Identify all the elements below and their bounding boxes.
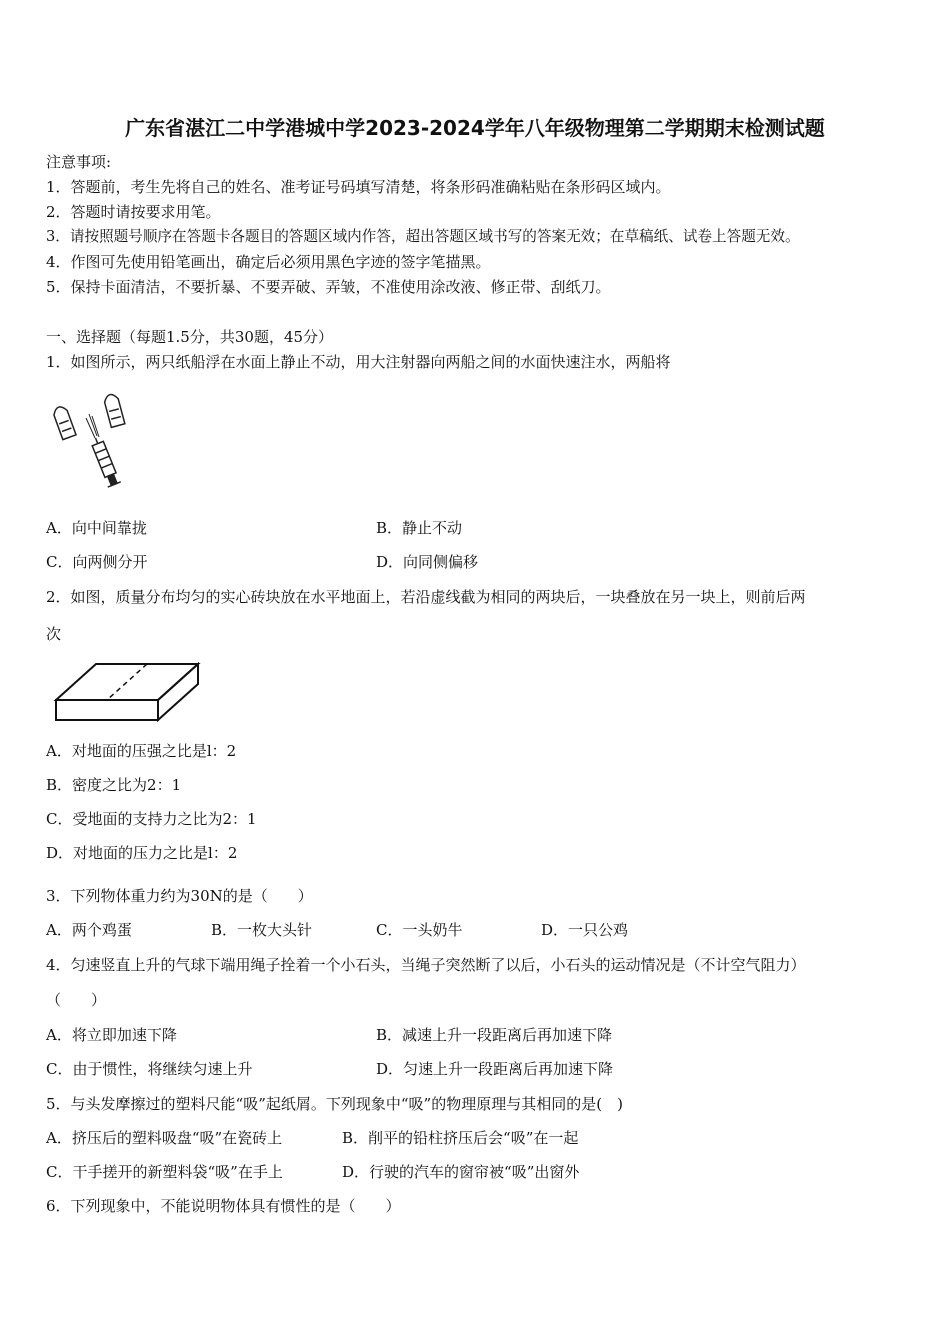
notice-item: 1．答题前，考生先将自己的姓名、准考证号码填写清楚，将条形码准确粘贴在条形码区域内。 xyxy=(46,178,671,196)
question-4-option-a: A．将立即加速下降 xyxy=(46,1026,177,1044)
question-2-option-c: C．受地面的支持力之比为2：1 xyxy=(46,810,257,828)
question-1-option-a: A．向中间靠拢 xyxy=(46,519,147,537)
question-2-option-d: D．对地面的压力之比是l：2 xyxy=(46,844,238,862)
notice-item: 5．保持卡面清洁，不要折暴、不要弄破、弄皱，不准使用涂改液、修正带、刮纸刀。 xyxy=(46,278,611,296)
question-1-option-b: B．静止不动 xyxy=(376,519,463,537)
notice-item: 2．答题时请按要求用笔。 xyxy=(46,203,221,221)
question-4-option-b: B．减速上升一段距离后再加速下降 xyxy=(376,1026,613,1044)
question-5-option-a: A．挤压后的塑料吸盘“吸”在瓷砖上 xyxy=(46,1129,283,1147)
question-4-option-d: D．匀速上升一段距离后再加速下降 xyxy=(376,1060,614,1078)
question-3-stem: 3．下列物体重力约为30N的是（ ） xyxy=(46,887,313,905)
question-1-option-d: D．向同侧偏移 xyxy=(376,553,479,571)
question-3-option-a: A．两个鸡蛋 xyxy=(46,921,132,939)
notice-item: 4．作图可先使用铅笔画出，确定后必须用黑色字迹的签字笔描黑。 xyxy=(46,253,491,271)
question-2-stem-continued: 次 xyxy=(46,625,62,643)
question-2-stem: 2．如图，质量分布均匀的实心砖块放在水平地面上，若沿虚线截为相同的两块后，一块叠放在另一块上，则前后两 xyxy=(46,588,806,606)
question-5-option-d: D．行驶的汽车的窗帘被“吸”出窗外 xyxy=(342,1163,580,1181)
brick-figure xyxy=(52,660,202,724)
notice-heading: 注意事项: xyxy=(46,153,112,171)
boats-syringe-figure xyxy=(48,392,134,494)
question-1-stem: 1．如图所示，两只纸船浮在水面上静止不动，用大注射器向两船之间的水面快速注水，两船将 xyxy=(46,353,671,371)
question-4-stem-continued: （ ） xyxy=(46,991,107,1009)
question-4-option-c: C．由于惯性，将继续匀速上升 xyxy=(46,1060,253,1078)
question-5-stem: 5．与头发摩擦过的塑料尺能“吸”起纸屑。下列现象中“吸”的物理原理与其相同的是( ) xyxy=(46,1095,623,1113)
question-5-option-b: B．削平的铅柱挤压后会“吸”在一起 xyxy=(342,1129,579,1147)
question-5-option-c: C．干手搓开的新塑料袋“吸”在手上 xyxy=(46,1163,283,1181)
question-3-option-b: B．一枚大头针 xyxy=(211,921,313,939)
section-heading: 一、选择题（每题1.5分，共30题，45分） xyxy=(46,328,334,346)
question-4-stem: 4．匀速竖直上升的气球下端用绳子拴着一个小石头，当绳子突然断了以后，小石头的运动情况是（不计空气阻力） xyxy=(46,956,806,974)
question-6-stem: 6．下列现象中，不能说明物体具有惯性的是（ ） xyxy=(46,1197,401,1215)
question-3-option-d: D．一只公鸡 xyxy=(541,921,629,939)
question-3-option-c: C．一头奶牛 xyxy=(376,921,463,939)
notice-item: 3．请按照题号顺序在答题卡各题目的答题区域内作答，超出答题区域书写的答案无效；在草稿纸、试卷上答题无效。 xyxy=(46,228,800,245)
question-2-option-a: A．对地面的压强之比是l：2 xyxy=(46,742,237,760)
page-title: 广东省湛江二中学港城中学2023-2024学年八年级物理第二学期期末检测试题 xyxy=(125,116,825,140)
question-1-option-c: C．向两侧分开 xyxy=(46,553,148,571)
question-2-option-b: B．密度之比为2：1 xyxy=(46,776,182,794)
